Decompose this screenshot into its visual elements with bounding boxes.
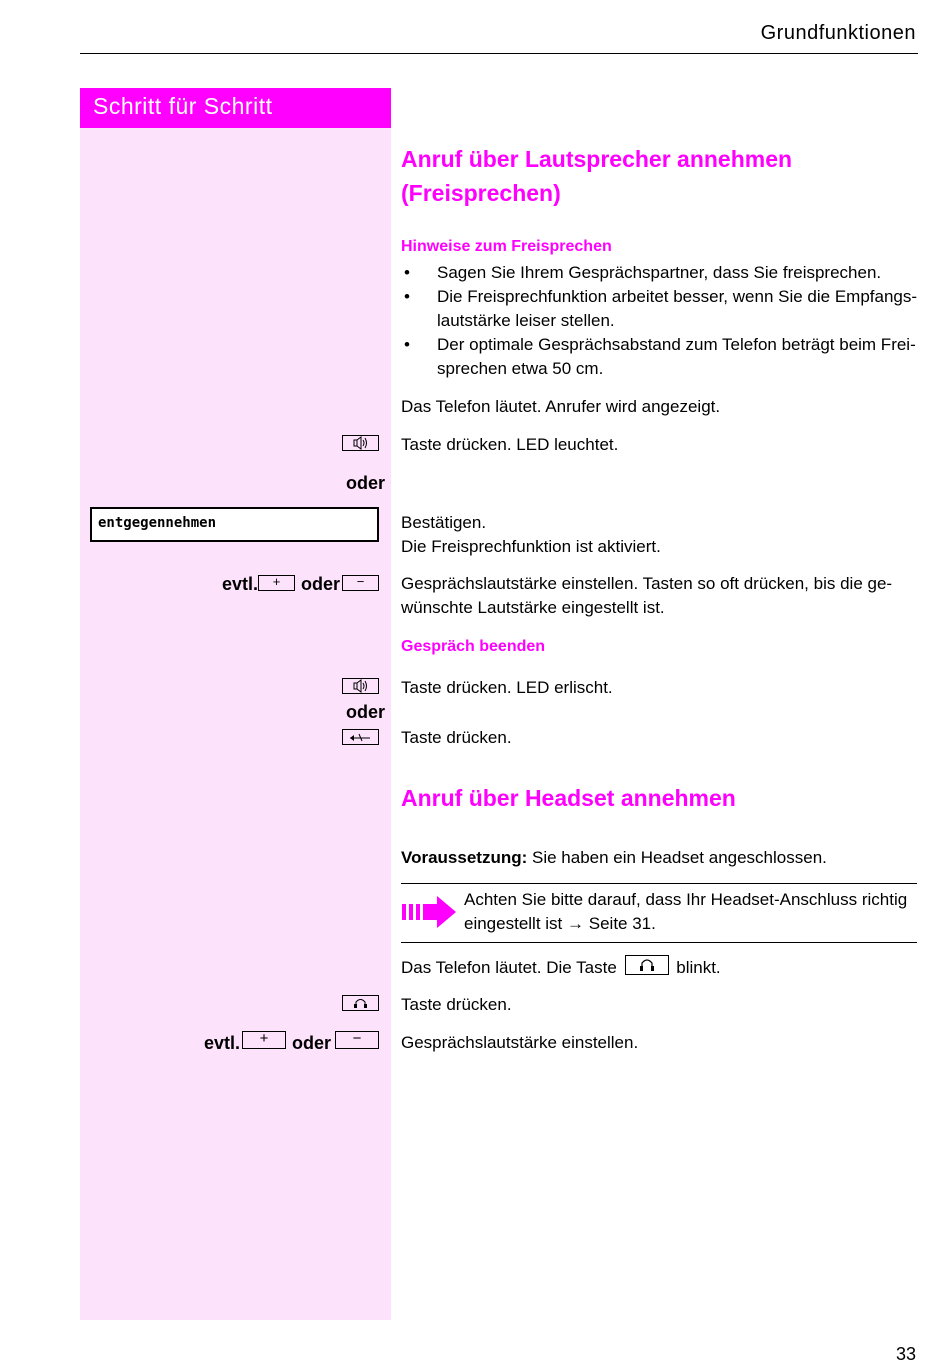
optional-label: evtl. <box>222 574 259 594</box>
speaker-key[interactable] <box>342 678 379 694</box>
phone-rings-text: Das Telefon läutet. Anrufer wird angezeigt. <box>401 397 721 416</box>
chapter-title: Grundfunktionen <box>760 22 916 44</box>
volume-text-line1: Gesprächslautstärke einstellen. Tasten so oft drücken, bis die ge- <box>401 574 893 593</box>
speaker-key[interactable] <box>342 435 379 451</box>
note-text-pre: eingestellt ist <box>464 914 563 933</box>
section1-title-line1: Anruf über Lautsprecher annehmen <box>401 146 793 172</box>
sidebar-panel <box>80 88 391 1320</box>
bullet-text: Die Freisprechfunktion arbeitet besser, wenn Sie die Empfangs- <box>437 287 918 306</box>
note-rule-top <box>401 883 917 884</box>
headset-icon <box>343 996 378 1010</box>
sidebar-header <box>80 88 391 128</box>
headset-rings-text <box>401 955 721 980</box>
section2-title: Anruf über Headset annehmen <box>401 785 736 811</box>
confirm-text: Bestätigen. <box>401 513 487 532</box>
note-text-line2 <box>464 912 907 936</box>
activated-text: Die Freisprechfunktion ist aktiviert. <box>401 537 661 556</box>
bullet-dot: • <box>404 335 410 354</box>
note-text <box>464 888 907 936</box>
page-number: 33 <box>895 1344 916 1364</box>
bullet-text: lautstärke leiser stellen. <box>437 311 615 330</box>
release-key[interactable] <box>342 729 379 745</box>
headset-icon <box>626 956 668 974</box>
note-arrow-icon <box>401 894 457 930</box>
prerequisite-text: Sie haben ein Headset angeschlossen. <box>532 848 827 867</box>
headset-rings-post: blinkt. <box>676 958 721 977</box>
press-text: Taste drücken. <box>401 995 512 1014</box>
or-label: oder <box>346 702 386 722</box>
bullet-dot: • <box>404 287 410 306</box>
display-option-label: entgegennehmen <box>98 515 217 531</box>
press-led-on-text: Taste drücken. LED leuchtet. <box>401 435 619 454</box>
bullet-text: sprechen etwa 50 cm. <box>437 359 604 378</box>
or-label: oder <box>301 574 341 594</box>
volume-text <box>401 572 892 620</box>
prerequisite <box>401 846 827 870</box>
end-call-heading: Gespräch beenden <box>401 638 546 655</box>
bullet-dot: • <box>404 263 410 282</box>
page-reference-link[interactable]: Seite 31. <box>588 914 656 933</box>
volume-plus-key[interactable]: + <box>258 575 295 591</box>
volume-minus-key[interactable]: − <box>335 1031 379 1049</box>
or-label: oder <box>346 473 386 493</box>
header-rule <box>80 53 918 54</box>
speaker-icon <box>343 436 378 450</box>
arrow-right-icon: → <box>567 914 585 933</box>
volume-minus-key[interactable]: − <box>342 575 379 591</box>
volume-text-line2: wünschte Lautstärke eingestellt ist. <box>401 598 665 617</box>
section1-title-line2: (Freisprechen) <box>401 180 561 206</box>
section1-title <box>401 142 792 210</box>
press-text: Taste drücken. <box>401 728 512 747</box>
note-rule-bottom <box>401 942 917 943</box>
prerequisite-label: Voraussetzung: <box>401 848 528 867</box>
headset-key[interactable] <box>342 995 379 1011</box>
speaker-icon <box>343 679 378 693</box>
release-icon <box>343 730 378 744</box>
headset-rings-pre: Das Telefon läutet. Die Taste <box>401 958 617 977</box>
display-option-accept[interactable] <box>90 507 379 542</box>
or-label: oder <box>292 1033 332 1053</box>
bullet-text: Der optimale Gesprächsabstand zum Telefon beträgt beim Frei- <box>437 335 916 354</box>
press-led-off-text: Taste drücken. LED erlischt. <box>401 678 613 697</box>
notes-heading: Hinweise zum Freisprechen <box>401 238 612 255</box>
bullet-text: Sagen Sie Ihrem Gesprächspartner, dass Sie freisprechen. <box>437 263 882 282</box>
volume-text: Gesprächslautstärke einstellen. <box>401 1033 639 1052</box>
headset-key-inline <box>625 955 669 975</box>
sidebar-title: Schritt für Schritt <box>93 93 273 119</box>
volume-plus-key[interactable]: + <box>242 1031 286 1049</box>
optional-label: evtl. <box>204 1033 241 1053</box>
note-text-line1: Achten Sie bitte darauf, dass Ihr Headset-Anschluss richtig <box>464 890 908 909</box>
